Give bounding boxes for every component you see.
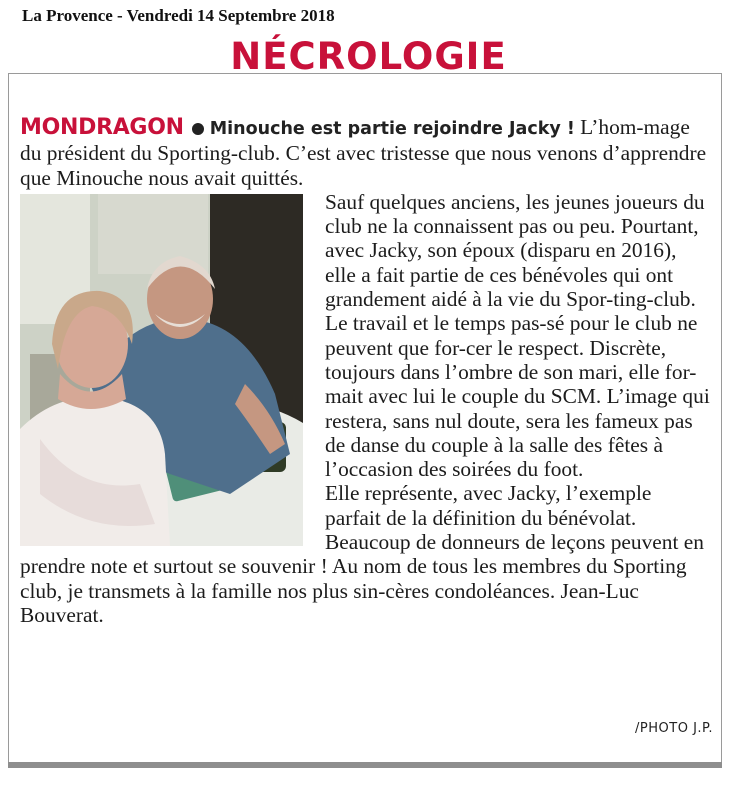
article-lead-paragraph [20,115,710,190]
bottom-rule [8,762,722,768]
photo-couple-image [20,194,303,546]
section-title: NÉCROLOGIE [230,35,507,78]
newspaper-source-date: La Provence - Vendredi 14 Septembre 2018 [22,6,335,25]
bullet-icon [192,123,204,135]
article-body [20,115,710,627]
article-intro-text: L’hom-mage du président du Sporting-club. C’est avec tristesse que nous venons d’apprendre que Minouche nous avait quittés. [20,115,707,190]
article-town: MONDRAGON [20,115,184,140]
article-headline: Minouche est partie rejoindre Jacky ! [209,119,575,139]
article-photo [20,194,303,546]
article-closing-text: Elle représente, avec Jacky, l’exemple parfait de la définition du bénévolat. Beaucoup de donneurs de leçons peuvent en prendre note et surtout se souvenir ! Au nom de tous les membres du Sporting club, je transmets à la famille nos plus sin-cères condoléances. Jean-Luc Bouverat. [20,481,704,627]
photo-credit: /PHOTO J.P. [635,721,713,736]
article-main-text: Sauf quelques anciens, les jeunes joueurs du club ne la connaissent pas ou peu. Pourtant, avec Jacky, son époux (disparu en 2016), elle a fait partie de ces bénévoles qui ont grandement aidé à la vie du Spor-ting-club. Le travail et le temps pas-sé pour le club ne peuvent que for-cer le respect. Discrète, toujours dans l’ombre de son mari, elle for-mait avec lui le couple du SCM. L’image qui restera, sans nul doute, sera les fameux pas de danse du couple à la salle des fêtes à l’occasion des soirées du foot. [325,189,710,482]
